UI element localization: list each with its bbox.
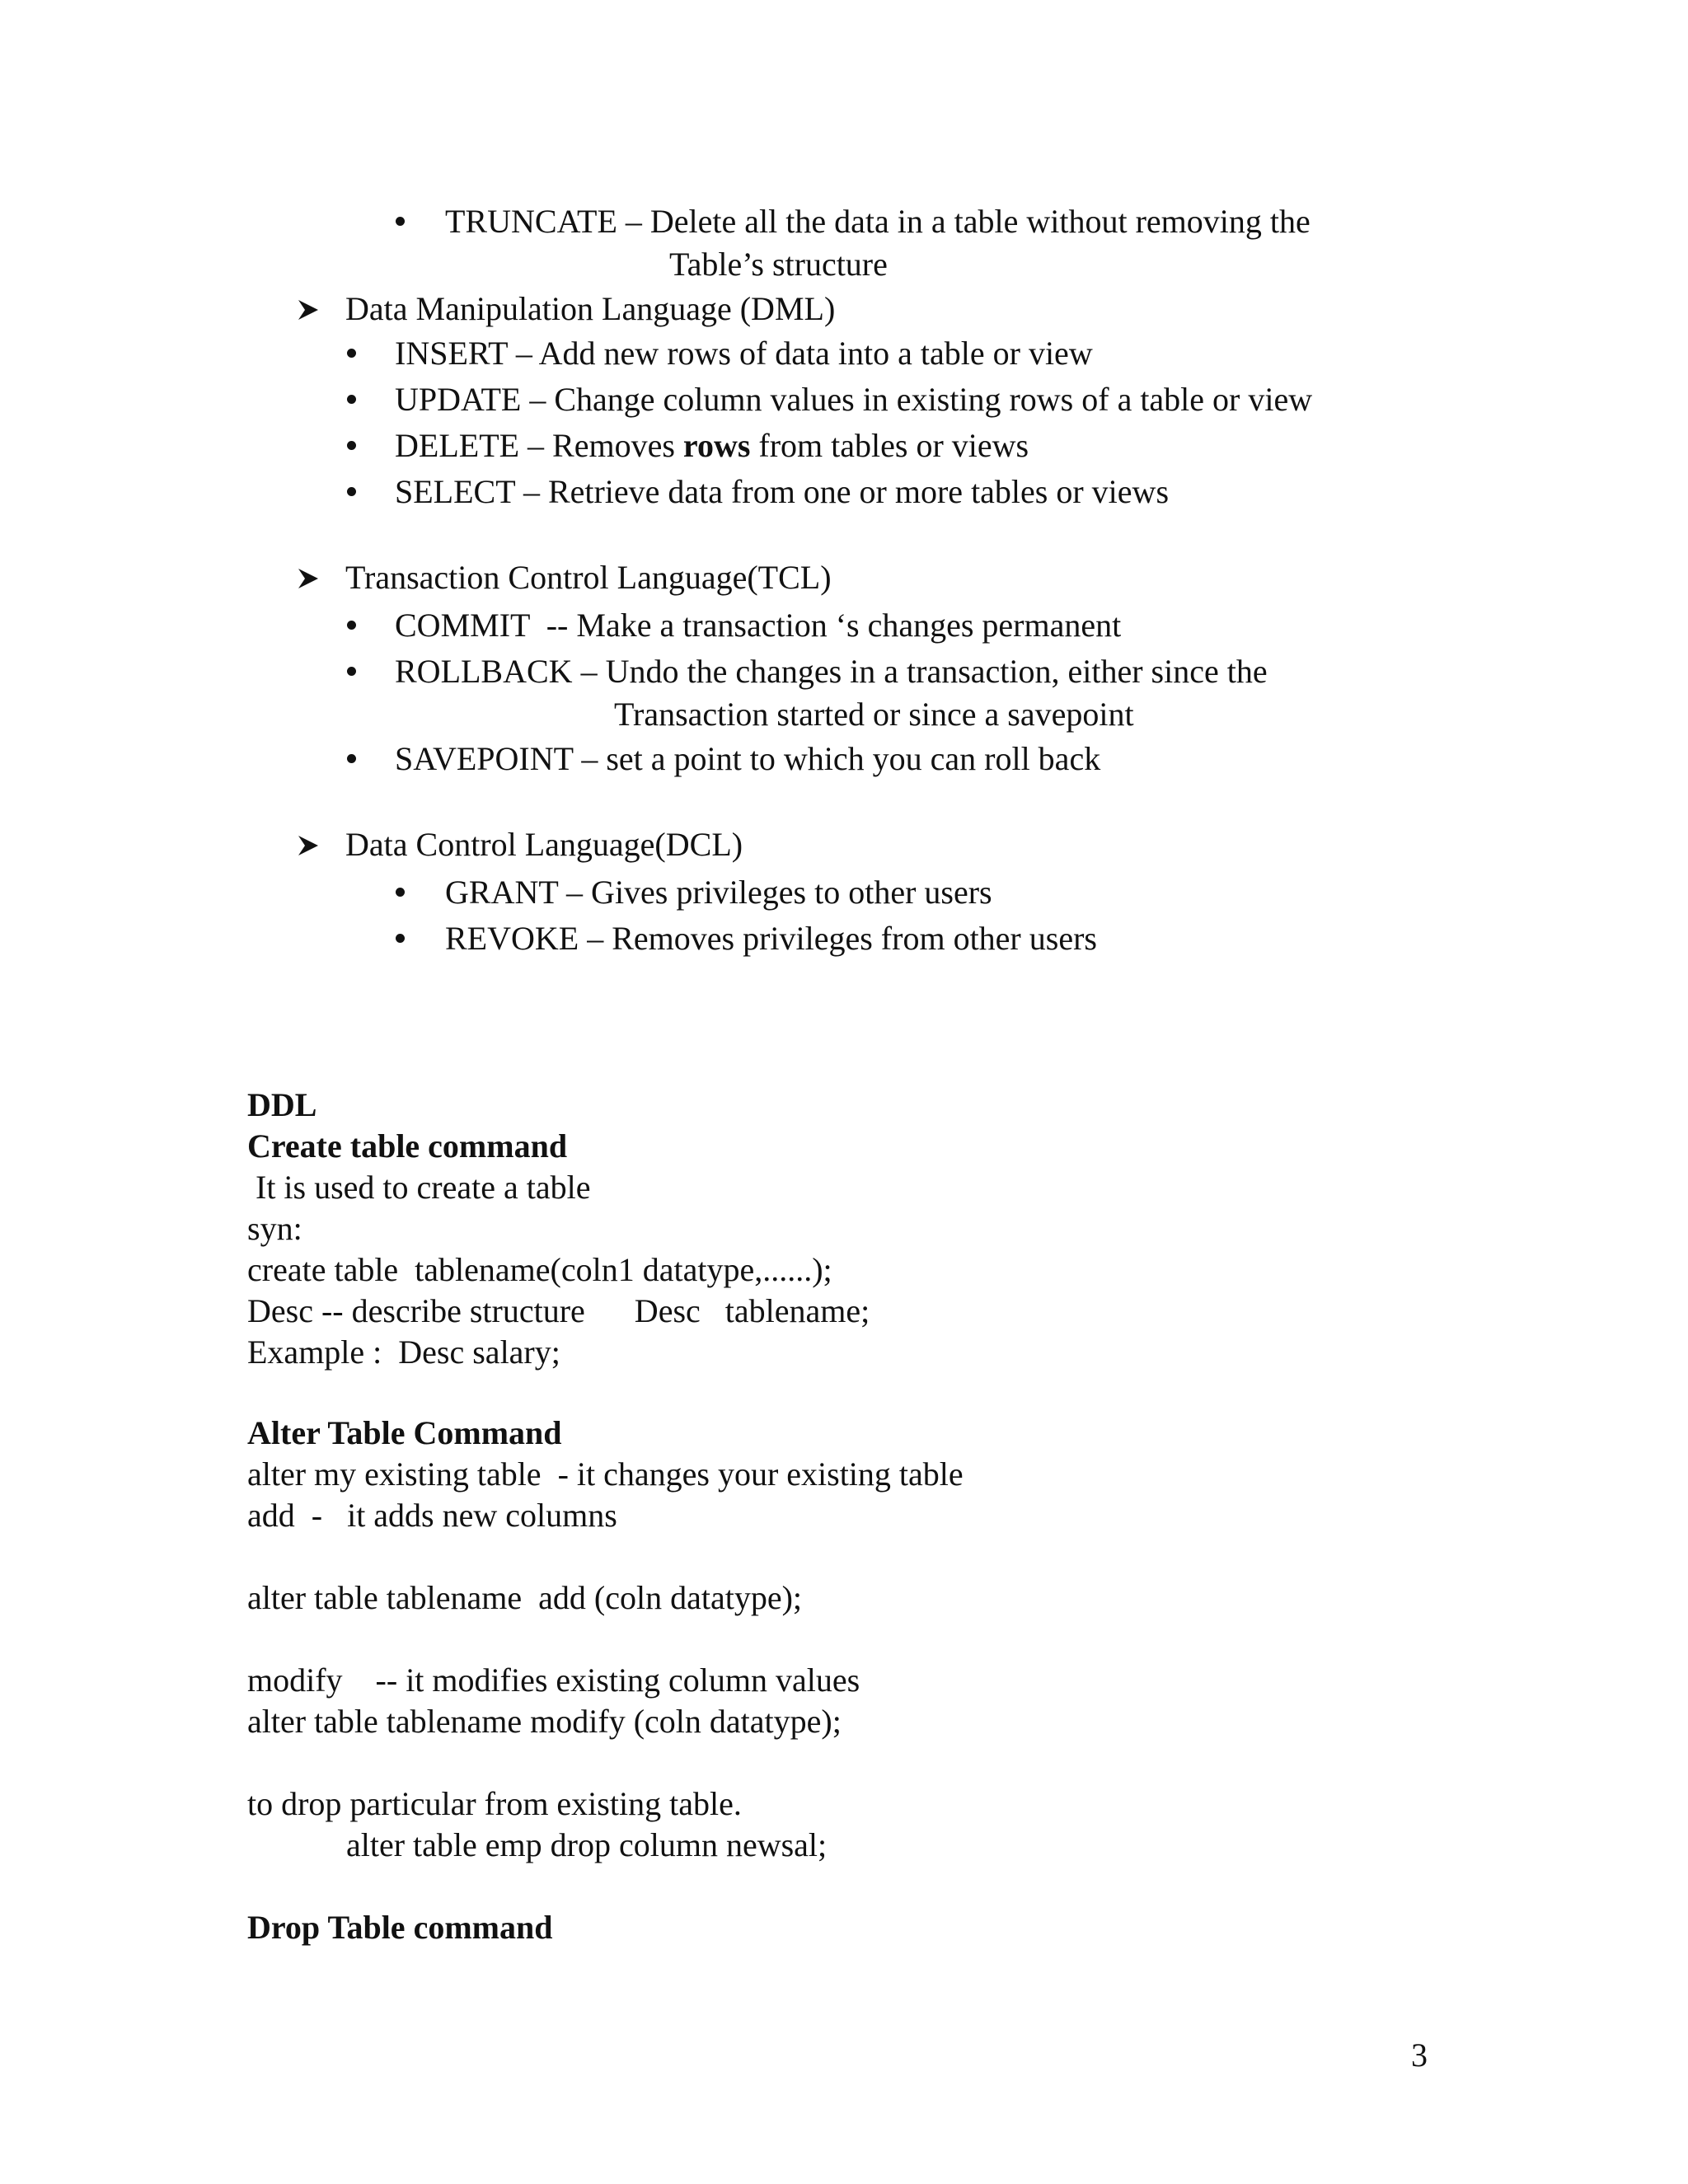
dcl-revoke: REVOKE – Removes privileges from other users — [445, 920, 1097, 957]
bullet-icon — [347, 441, 356, 450]
bullet-icon — [396, 217, 405, 226]
arrow-bullet-icon — [297, 567, 320, 590]
create-desc: It is used to create a table — [247, 1169, 591, 1206]
tcl-commit: COMMIT -- Make a transaction ‘s changes permanent — [395, 607, 1122, 644]
tcl-heading: Transaction Control Language(TCL) — [345, 559, 832, 596]
bullet-icon — [347, 621, 356, 630]
desc-line: Desc -- describe structure Desc tablename; — [247, 1292, 870, 1329]
tcl-rollback: ROLLBACK – Undo the changes in a transaction, either since the — [395, 653, 1268, 690]
bullet-icon — [347, 395, 356, 404]
bullet-icon — [396, 888, 405, 897]
dml-delete-post: from tables or views — [750, 427, 1029, 464]
dcl-grant: GRANT – Gives privileges to other users — [445, 874, 992, 911]
add-desc: add - it adds new columns — [247, 1497, 617, 1534]
ddl-title: DDL — [247, 1086, 317, 1123]
example-line: Example : Desc salary; — [247, 1333, 560, 1371]
truncate-desc: – Delete all the data in a table without removing the — [617, 203, 1311, 240]
bullet-icon — [347, 349, 356, 358]
drop-desc: to drop particular from existing table. — [247, 1785, 742, 1822]
modify-desc: modify -- it modifies existing column values — [247, 1661, 860, 1699]
alter-desc: alter my existing table - it changes your existing table — [247, 1455, 964, 1493]
drop-heading: Drop Table command — [247, 1909, 553, 1946]
page-number: 3 — [1411, 2036, 1428, 2074]
bullet-icon — [396, 934, 405, 943]
truncate-line — [445, 202, 1311, 241]
tcl-savepoint: SAVEPOINT – set a point to which you can roll back — [395, 740, 1101, 777]
truncate-term: TRUNCATE — [445, 203, 617, 240]
dml-select: SELECT – Retrieve data from one or more tables or views — [395, 473, 1170, 510]
alter-modify: alter table tablename modify (coln datatype); — [247, 1703, 842, 1740]
syn-label: syn: — [247, 1210, 302, 1247]
bullet-icon — [347, 667, 356, 676]
arrow-bullet-icon — [297, 834, 320, 857]
dml-delete-bold: rows — [682, 427, 751, 464]
create-syntax: create table tablename(coln1 datatype,......); — [247, 1251, 832, 1288]
arrow-bullet-icon — [297, 298, 320, 321]
dml-delete — [395, 426, 1029, 466]
dml-update: UPDATE – Change column values in existing rows of a table or view — [395, 381, 1313, 418]
alter-add: alter table tablename add (coln datatype); — [247, 1579, 803, 1616]
create-heading: Create table command — [247, 1127, 568, 1165]
dml-heading: Data Manipulation Language (DML) — [345, 290, 836, 327]
tcl-rollback-continued: Transaction started or since a savepoint — [614, 696, 1134, 733]
alter-drop: alter table emp drop column newsal; — [346, 1826, 828, 1863]
truncate-desc-continued: Table’s structure — [669, 246, 888, 283]
bullet-icon — [347, 487, 356, 496]
bullet-icon — [347, 754, 356, 763]
dcl-heading: Data Control Language(DCL) — [345, 826, 743, 863]
dml-insert: INSERT – Add new rows of data into a table or view — [395, 335, 1093, 372]
alter-heading: Alter Table Command — [247, 1414, 562, 1451]
dml-delete-pre: DELETE – Removes — [395, 427, 683, 464]
